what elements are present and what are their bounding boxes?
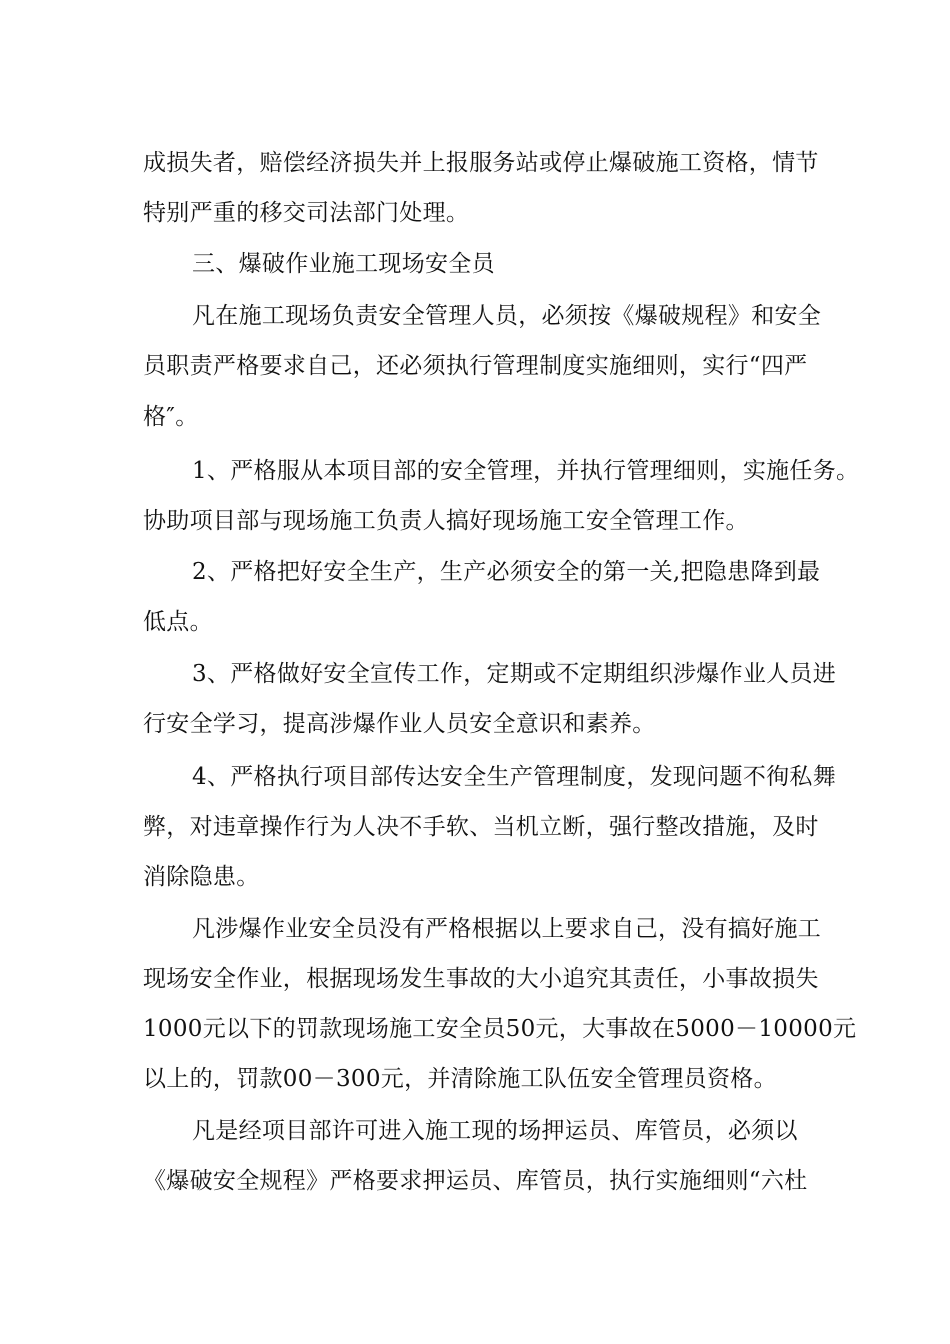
text-line: 格″。 [143, 404, 199, 430]
list-item: 4、严格执行项目部传达安全生产管理制度，发现问题不徇私舞 [192, 764, 837, 790]
text-line: 行安全学习，提高涉爆作业人员安全意识和素养。 [143, 711, 656, 737]
text-line: 以上的，罚款00－300元，并清除施工队伍安全管理员资格。 [143, 1066, 777, 1092]
text-line: 弊，对违章操作行为人决不手软、当机立断，强行整改措施，及时 [143, 814, 819, 840]
text-line: 协助项目部与现场施工负责人搞好现场施工安全管理工作。 [143, 508, 749, 534]
text-line: 现场安全作业，根据现场发生事故的大小追究其责任，小事故损失 [143, 966, 819, 992]
text-line: 凡涉爆作业安全员没有严格根据以上要求自己，没有搞好施工 [192, 916, 822, 942]
text-line: 消除隐患。 [143, 864, 260, 890]
list-item: 2、严格把好安全生产，生产必须安全的第一关,把隐患降到最 [192, 559, 821, 585]
text-line: 《爆破安全规程》严格要求押运员、库管员，执行实施细则“六杜 [143, 1168, 808, 1194]
section-heading: 三、爆破作业施工现场安全员 [192, 251, 495, 277]
text-line: 低点。 [143, 609, 213, 635]
text-line: 成损失者，赔偿经济损失并上报服务站或停止爆破施工资格，情节 [143, 150, 819, 176]
text-line: 1000元以下的罚款现场施工安全员50元，大事故在5000－10000元 [143, 1016, 857, 1042]
text-line: 特别严重的移交司法部门处理。 [143, 200, 470, 226]
text-line: 凡是经项目部许可进入施工现的场押运员、库管员，必须以 [192, 1118, 798, 1144]
text-line: 凡在施工现场负责安全管理人员，必须按《爆破规程》和安全 [192, 303, 822, 329]
list-item: 3、严格做好安全宣传工作，定期或不定期组织涉爆作业人员进 [192, 661, 837, 687]
list-item: 1、严格服从本项目部的安全管理，并执行管理细则，实施任务。 [192, 458, 860, 484]
text-line: 员职责严格要求自己，还必须执行管理制度实施细则，实行“四严 [143, 353, 808, 379]
